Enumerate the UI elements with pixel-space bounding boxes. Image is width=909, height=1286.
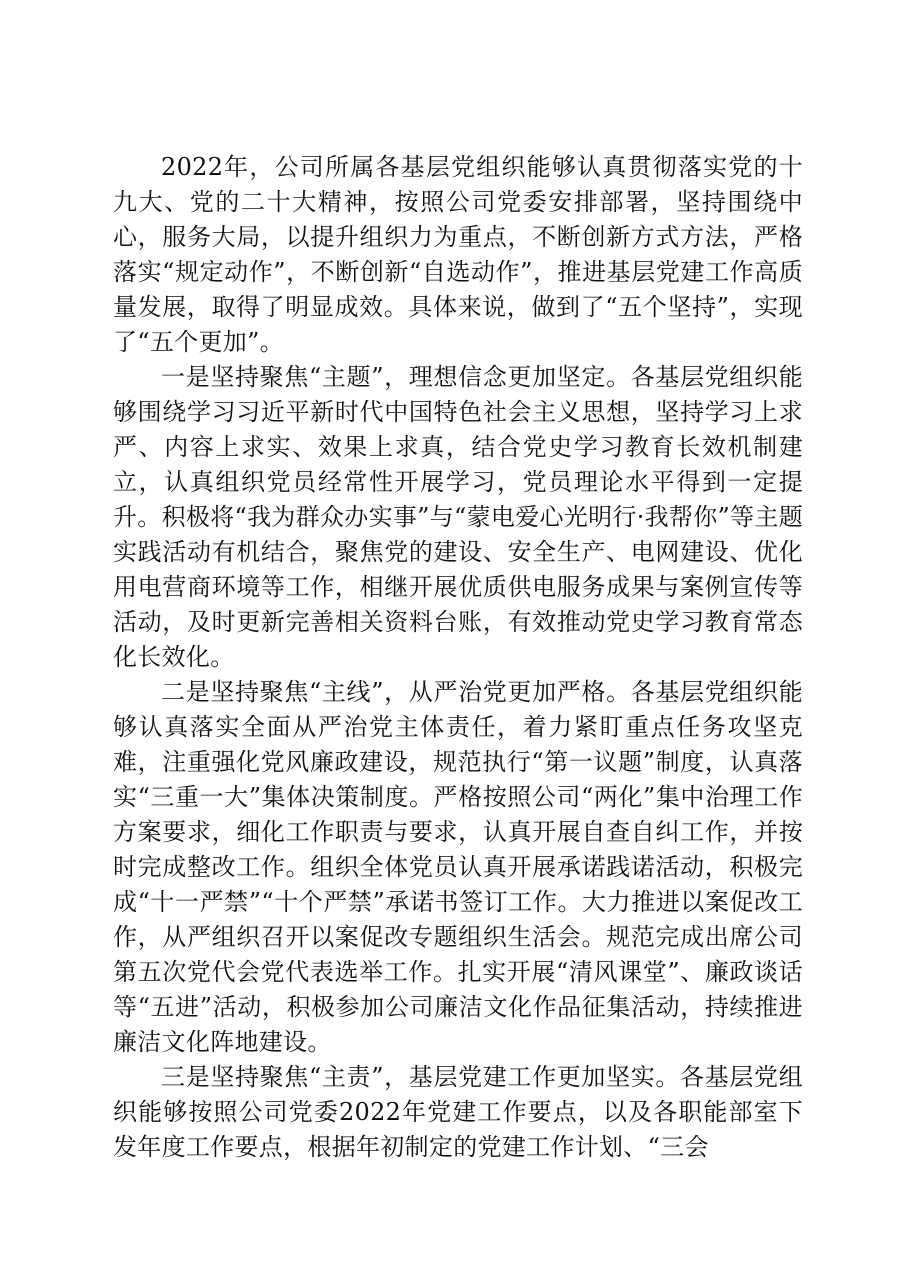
paragraph-intro: 2022年，公司所属各基层党组织能够认真贯彻落实党的十九大、党的二十大精神，按照公司党委安排部署，坚持围绕中心，服务大局，以提升组织力为重点，不断创新方式方法，严格落实“规定动作”，不断创新“自选动作”，推进基层党建工作高质量发展，取得了明显成效。具体来说，做到了“五个坚持”，实现了“五个更加”。: [113, 153, 803, 356]
paragraph-point-three: 三是坚持聚焦“主责”，基层党建工作更加坚实。各基层党组织能够按照公司党委2022年党建工作要点，以及各职能部室下发年度工作要点，根据年初制定的党建工作计划、“三会: [113, 1063, 803, 1161]
paragraph-point-two: 二是坚持聚焦“主线”，从严治党更加严格。各基层党组织能够认真落实全面从严治党主体责任，着力紧盯重点任务攻坚克难，注重强化党风廉政建设，规范执行“第一议题”制度，认真落实“三重一大”集体决策制度。严格按照公司“两化”集中治理工作方案要求，细化工作职责与要求，认真开展自查自纠工作，并按时完成整改工作。组织全体党员认真开展承诺践诺活动，积极完成“十一严禁”“十个严禁”承诺书签订工作。大力推进以案促改工作，从严组织召开以案促改专题组织生活会。规范完成出席公司第五次党代会党代表选举工作。扎实开展“清风课堂”、廉政谈话等“五进”活动，积极参加公司廉洁文化作品征集活动，持续推进廉洁文化阵地建设。: [113, 678, 803, 1056]
paragraph-point-one: 一是坚持聚焦“主题”，理想信念更加坚定。各基层党组织能够围绕学习习近平新时代中国特色社会主义思想，坚持学习上求严、内容上求实、效果上求真，结合党史学习教育长效机制建立，认真组织党员经常性开展学习，党员理论水平得到一定提升。积极将“我为群众办实事”与“蒙电爱心光明行·我帮你”等主题实践活动有机结合，聚焦党的建设、安全生产、电网建设、优化用电营商环境等工作，相继开展优质供电服务成果与案例宣传等活动，及时更新完善相关资料台账，有效推动党史学习教育常态化长效化。: [113, 363, 804, 671]
document-body: [113, 150, 803, 1165]
